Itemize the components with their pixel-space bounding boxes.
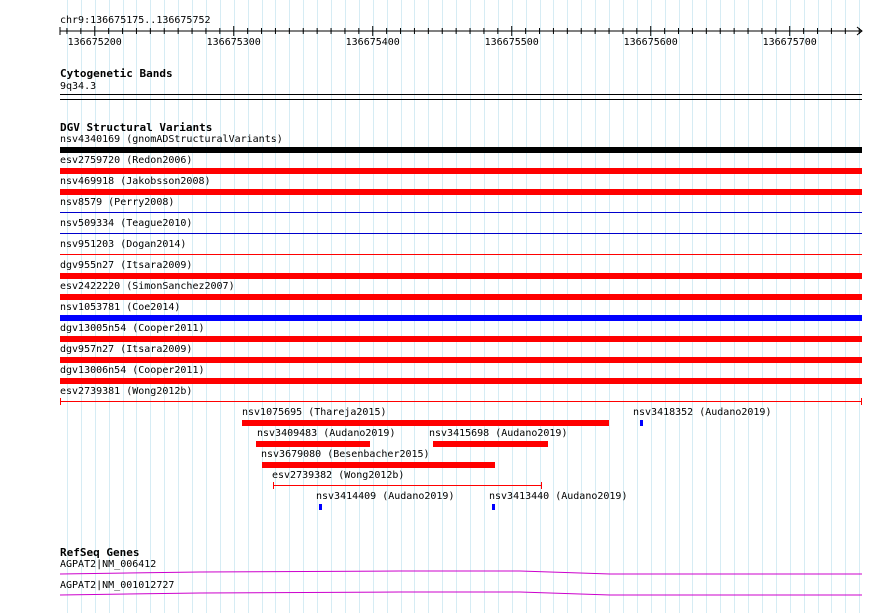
gene-label: AGPAT2|NM_001012727 — [60, 580, 175, 591]
variant-feature[interactable] — [433, 441, 548, 447]
grid-line — [804, 0, 805, 613]
variant-label: esv2422220 (SimonSanchez2007) — [60, 281, 235, 292]
variant-label: nsv3414409 (Audano2019) — [316, 491, 455, 502]
grid-line — [428, 0, 429, 613]
grid-line — [845, 0, 846, 613]
variant-feature[interactable] — [60, 273, 862, 279]
cytoband-line-bottom — [60, 99, 862, 100]
grid-line — [637, 0, 638, 613]
grid-line — [609, 0, 610, 613]
grid-line — [248, 0, 249, 613]
grid-line — [470, 0, 471, 613]
ruler[interactable] — [0, 0, 890, 60]
cytoband-track-title[interactable]: Cytogenetic Bands — [60, 67, 173, 80]
variant-label: dgv955n27 (Itsara2009) — [60, 260, 193, 271]
grid-line — [345, 0, 346, 613]
variant-feature[interactable] — [492, 504, 495, 510]
grid-line — [706, 0, 707, 613]
grid-line — [456, 0, 457, 613]
grid-line — [692, 0, 693, 613]
variant-label: esv2759720 (Redon2006) — [60, 155, 193, 166]
variant-label: nsv3679080 (Besenbacher2015) — [261, 449, 430, 460]
variant-label: nsv4340169 (gnomADStructuralVariants) — [60, 134, 283, 145]
location-label: chr9:136675175..136675752 — [60, 15, 211, 26]
cytoband-label: 9q34.3 — [60, 81, 97, 92]
grid-line — [331, 0, 332, 613]
variant-label: esv2739381 (Wong2012b) — [60, 386, 193, 397]
variant-feature[interactable] — [640, 420, 643, 426]
variant-feature[interactable] — [60, 254, 862, 255]
variant-feature[interactable] — [262, 462, 496, 468]
variant-label: nsv3409483 (Audano2019) — [257, 428, 396, 439]
grid-line — [373, 0, 374, 613]
grid-line — [275, 0, 276, 613]
grid-line — [414, 0, 415, 613]
variant-label: nsv509334 (Teague2010) — [60, 218, 193, 229]
grid-line — [581, 0, 582, 613]
grid-line — [289, 0, 290, 613]
variant-label: nsv3418352 (Audano2019) — [633, 407, 772, 418]
grid-line — [790, 0, 791, 613]
grid-line — [540, 0, 541, 613]
grid-line — [818, 0, 819, 613]
grid-line — [303, 0, 304, 613]
variant-label: esv2739382 (Wong2012b) — [272, 470, 405, 481]
variant-feature[interactable] — [60, 336, 862, 342]
gene-label: AGPAT2|NM_006412 — [60, 559, 157, 570]
grid-line — [623, 0, 624, 613]
grid-line — [192, 0, 193, 613]
ruler-tick-label: 136675400 — [345, 37, 400, 48]
ruler-tick-label: 136675700 — [762, 37, 817, 48]
variant-feature[interactable] — [273, 482, 543, 489]
grid-line — [317, 0, 318, 613]
grid-line — [401, 0, 402, 613]
variant-label: nsv951203 (Dogan2014) — [60, 239, 187, 250]
variant-label: nsv8579 (Perry2008) — [60, 197, 175, 208]
variant-feature[interactable] — [60, 398, 862, 405]
grid-line — [220, 0, 221, 613]
variant-feature[interactable] — [60, 294, 862, 300]
grid-line — [748, 0, 749, 613]
variant-label: nsv3415698 (Audano2019) — [429, 428, 568, 439]
variant-label: nsv3413440 (Audano2019) — [489, 491, 628, 502]
grid-line — [498, 0, 499, 613]
grid-line — [359, 0, 360, 613]
ruler-tick-label: 136675200 — [67, 37, 122, 48]
variant-label: nsv1075695 (Thareja2015) — [242, 407, 387, 418]
ruler-tick-label: 136675300 — [206, 37, 261, 48]
grid-line — [679, 0, 680, 613]
grid-line — [512, 0, 513, 613]
variant-label: dgv13005n54 (Cooper2011) — [60, 323, 205, 334]
cytoband-line-top — [60, 94, 862, 95]
variant-label: nsv469918 (Jakobsson2008) — [60, 176, 211, 187]
grid-line — [665, 0, 666, 613]
grid-line — [526, 0, 527, 613]
variant-feature[interactable] — [60, 233, 862, 234]
variant-feature[interactable] — [256, 441, 370, 447]
grid-line — [734, 0, 735, 613]
grid-line — [720, 0, 721, 613]
grid-line — [776, 0, 777, 613]
grid-line — [567, 0, 568, 613]
grid-line — [595, 0, 596, 613]
grid-line — [442, 0, 443, 613]
variant-feature[interactable] — [242, 420, 609, 426]
variant-feature[interactable] — [60, 212, 862, 213]
grid-line — [206, 0, 207, 613]
variant-label: dgv13006n54 (Cooper2011) — [60, 365, 205, 376]
variant-feature[interactable] — [60, 315, 862, 321]
dgv-track-title[interactable]: DGV Structural Variants — [60, 121, 213, 134]
grid-line — [651, 0, 652, 613]
ruler-tick-label: 136675500 — [484, 37, 539, 48]
ruler-tick-label: 136675600 — [623, 37, 678, 48]
variant-feature[interactable] — [60, 189, 862, 195]
grid-line — [484, 0, 485, 613]
grid-line — [262, 0, 263, 613]
grid-line — [831, 0, 832, 613]
variant-feature[interactable] — [60, 378, 862, 384]
variant-label: dgv957n27 (Itsara2009) — [60, 344, 193, 355]
grid-line — [859, 0, 860, 613]
variant-feature[interactable] — [60, 357, 862, 363]
grid-line — [762, 0, 763, 613]
variant-feature[interactable] — [60, 147, 862, 153]
grid-line — [234, 0, 235, 613]
grid-line — [387, 0, 388, 613]
variant-label: nsv1053781 (Coe2014) — [60, 302, 181, 313]
variant-feature[interactable] — [319, 504, 322, 510]
grid-line — [553, 0, 554, 613]
refseq-track-title[interactable]: RefSeq Genes — [60, 546, 140, 559]
variant-feature[interactable] — [60, 168, 862, 174]
